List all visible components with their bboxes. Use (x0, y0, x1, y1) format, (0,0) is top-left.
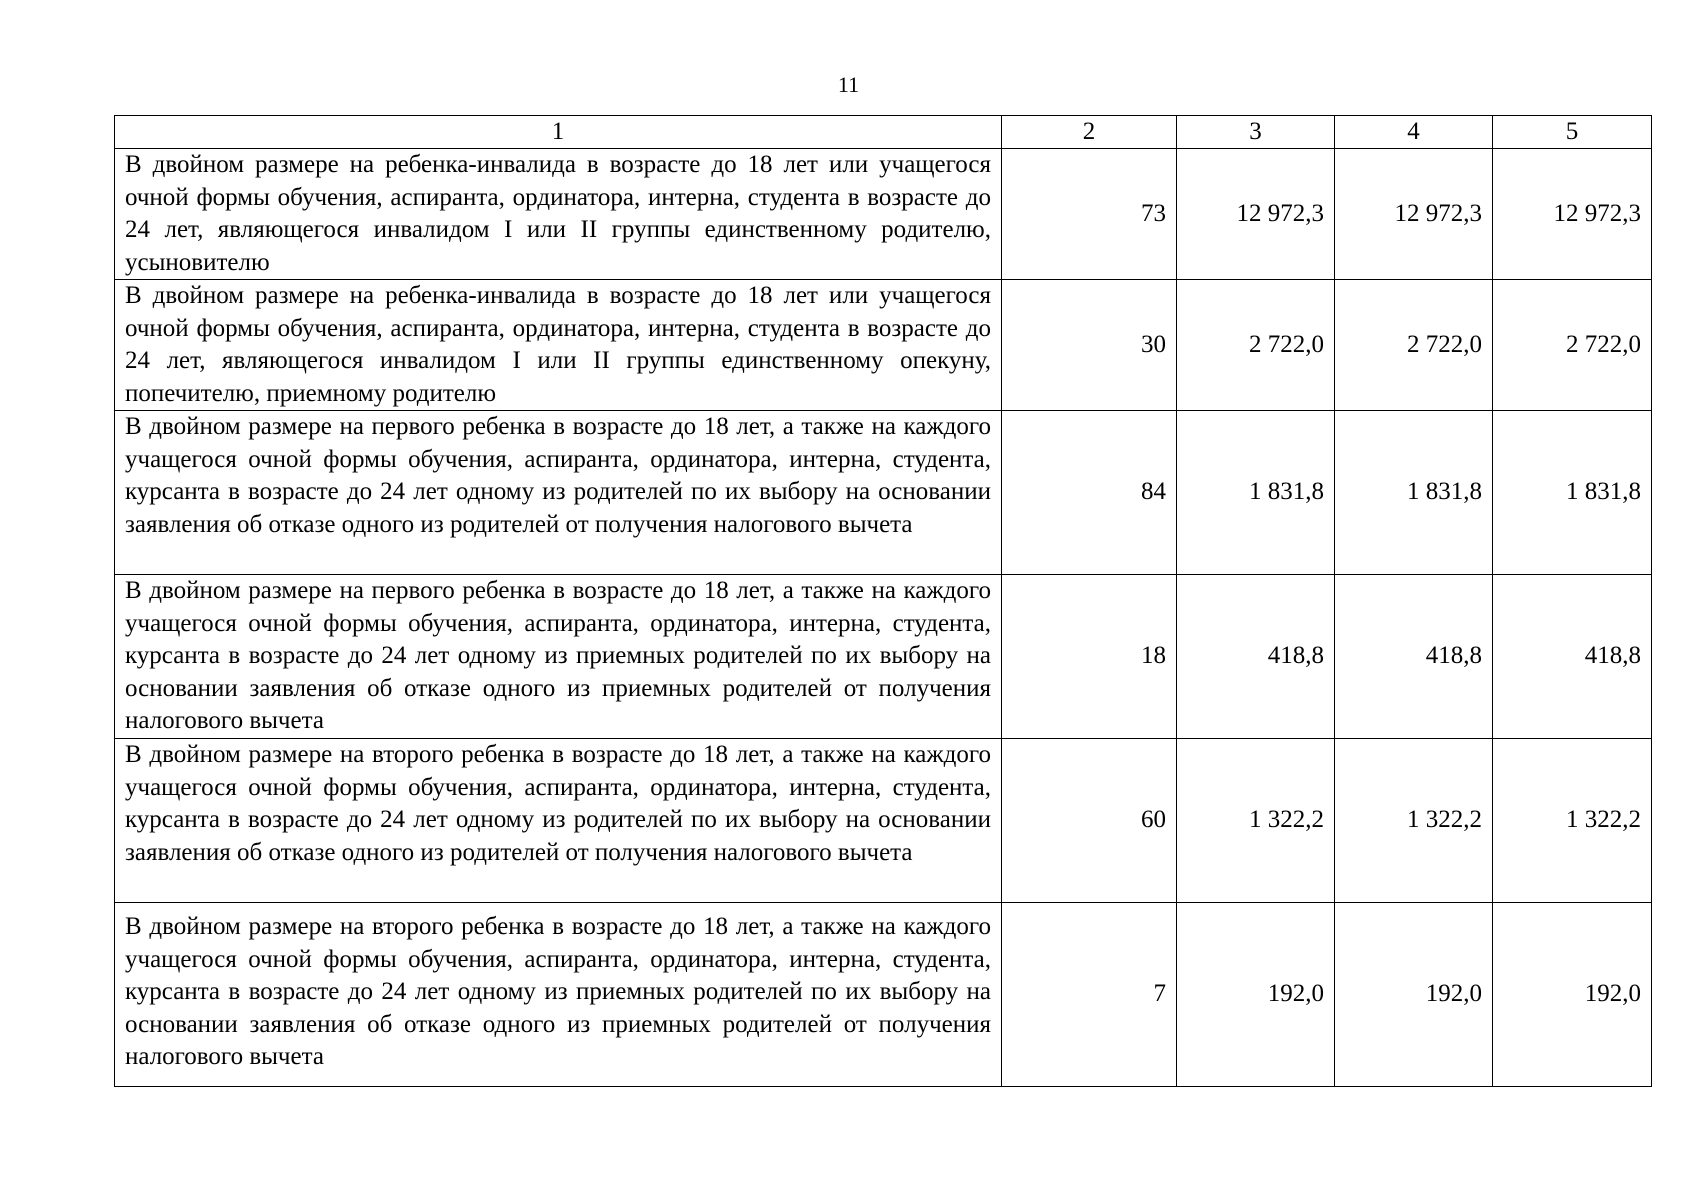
table-row (115, 575, 1652, 739)
row-value-col3: 192,0 (1177, 903, 1335, 1087)
table-row (115, 149, 1652, 280)
row-description: В двойном размере на ребенка-инвалида в возрасте до 18 лет или учащегося очной формы обучения, аспиранта, ординатора, интерна, студента в возрасте до 24 лет, являющегося инвалидом I или II группы единственному опекуну, попечителю, приемному родителю (115, 280, 1002, 411)
row-description: В двойном размере на первого ребенка в возрасте до 18 лет, а также на каждого учащегося очной формы обучения, аспиранта, ординатора, интерна, студента, курсанта в возрасте до 24 лет одному из приемных родителей по их выбору на основании заявления об отказе одного из приемных родителей от получения налогового вычета (115, 575, 1002, 739)
column-header-3: 3 (1177, 116, 1335, 149)
row-description: В двойном размере на первого ребенка в возрасте до 18 лет, а также на каждого учащегося очной формы обучения, аспиранта, ординатора, интерна, студента, курсанта в возрасте до 24 лет одному из родителей по их выбору на основании заявления об отказе одного из родителей от получения налогового вычета (115, 411, 1002, 575)
row-value-col2: 84 (1002, 411, 1177, 575)
row-value-col4: 12 972,3 (1335, 149, 1493, 280)
page-number-text: 11 (837, 72, 860, 97)
row-value-col5: 1 831,8 (1493, 411, 1652, 575)
row-description: В двойном размере на второго ребенка в возрасте до 18 лет, а также на каждого учащегося очной формы обучения, аспиранта, ординатора, интерна, студента, курсанта в возрасте до 24 лет одному из родителей по их выбору на основании заявления об отказе одного из родителей от получения налогового вычета (115, 739, 1002, 903)
header-row (115, 116, 1652, 149)
table-row (115, 280, 1652, 411)
row-value-col3: 2 722,0 (1177, 280, 1335, 411)
row-value-col4: 418,8 (1335, 575, 1493, 739)
deduction-table (114, 115, 1652, 1087)
row-value-col4: 2 722,0 (1335, 280, 1493, 411)
page-number (0, 72, 1697, 98)
row-value-col5: 192,0 (1493, 903, 1652, 1087)
table-row (115, 903, 1652, 1087)
table-row (115, 411, 1652, 575)
row-value-col3: 418,8 (1177, 575, 1335, 739)
column-header-5: 5 (1493, 116, 1652, 149)
table-header (115, 116, 1652, 149)
table-row (115, 739, 1652, 903)
row-value-col2: 7 (1002, 903, 1177, 1087)
row-value-col4: 192,0 (1335, 903, 1493, 1087)
row-description: В двойном размере на второго ребенка в возрасте до 18 лет, а также на каждого учащегося очной формы обучения, аспиранта, ординатора, интерна, студента, курсанта в возрасте до 24 лет одному из приемных родителей по их выбору на основании заявления об отказе одного из приемных родителей от получения налогового вычета (115, 903, 1002, 1087)
row-value-col3: 1 322,2 (1177, 739, 1335, 903)
row-value-col5: 2 722,0 (1493, 280, 1652, 411)
column-header-4: 4 (1335, 116, 1493, 149)
column-header-1: 1 (115, 116, 1002, 149)
row-value-col2: 30 (1002, 280, 1177, 411)
row-value-col4: 1 831,8 (1335, 411, 1493, 575)
row-value-col2: 73 (1002, 149, 1177, 280)
row-value-col3: 1 831,8 (1177, 411, 1335, 575)
row-value-col4: 1 322,2 (1335, 739, 1493, 903)
row-value-col2: 60 (1002, 739, 1177, 903)
column-header-2: 2 (1002, 116, 1177, 149)
table-body (115, 149, 1652, 1087)
row-value-col5: 12 972,3 (1493, 149, 1652, 280)
row-value-col2: 18 (1002, 575, 1177, 739)
row-value-col3: 12 972,3 (1177, 149, 1335, 280)
row-description: В двойном размере на ребенка-инвалида в возрасте до 18 лет или учащегося очной формы обучения, аспиранта, ординатора, интерна, студента в возрасте до 24 лет, являющегося инвалидом I или II группы единственному родителю, усыновителю (115, 149, 1002, 280)
row-value-col5: 1 322,2 (1493, 739, 1652, 903)
row-value-col5: 418,8 (1493, 575, 1652, 739)
